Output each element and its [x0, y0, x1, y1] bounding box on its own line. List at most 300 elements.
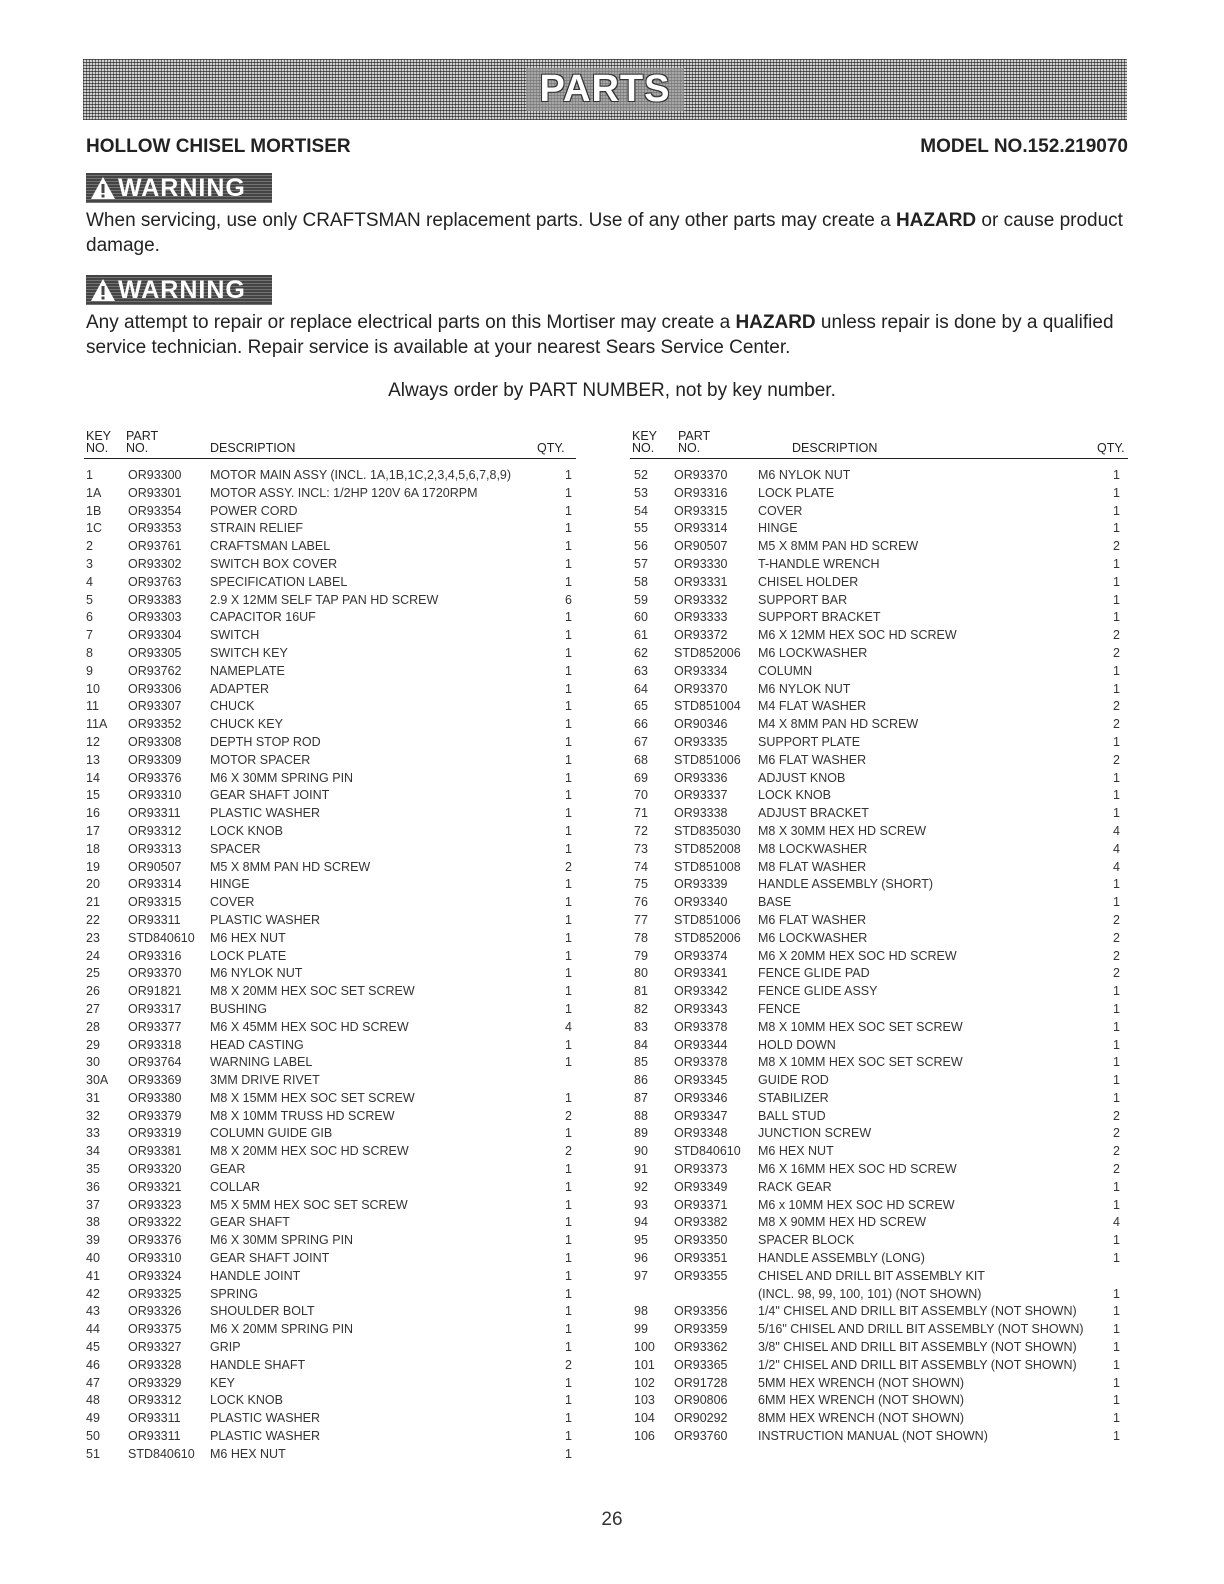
key-number: 9	[86, 663, 93, 678]
part-number: OR93362	[674, 1340, 728, 1355]
table-row	[630, 1055, 1128, 1073]
key-number: 89	[634, 1126, 648, 1141]
part-quantity: 1	[1113, 468, 1120, 482]
table-row	[630, 610, 1128, 628]
part-quantity: 1	[565, 1055, 572, 1070]
part-description: 5MM HEX WRENCH (NOT SHOWN)	[758, 1375, 965, 1390]
part-number: OR93314	[674, 521, 728, 536]
key-number: 53	[634, 485, 648, 500]
part-description: POWER CORD	[210, 503, 298, 518]
part-number: OR93304	[128, 628, 182, 643]
part-number: OR93370	[674, 468, 728, 482]
part-description: COLUMN	[758, 663, 813, 678]
part-quantity: 1	[565, 1322, 572, 1337]
part-quantity: 1	[565, 1037, 572, 1052]
table-row	[630, 1180, 1128, 1198]
part-description: SPACER	[210, 841, 261, 856]
part-number: OR93370	[128, 966, 182, 981]
key-number: 36	[86, 1179, 100, 1194]
part-number: OR93327	[128, 1340, 182, 1355]
table-row	[630, 1393, 1128, 1411]
part-description: GRIP	[210, 1340, 241, 1355]
key-number: 25	[86, 966, 100, 981]
part-quantity: 1	[1113, 1055, 1120, 1070]
part-number: OR93375	[128, 1322, 182, 1337]
part-description: M6 NYLOK NUT	[210, 966, 303, 981]
table-row	[84, 1393, 576, 1411]
key-number: 16	[86, 806, 100, 821]
part-number: OR93316	[128, 948, 182, 963]
part-number: OR93335	[674, 734, 728, 749]
key-number: 24	[86, 948, 100, 963]
part-description: M8 FLAT WASHER	[758, 859, 867, 874]
key-number: 21	[86, 895, 100, 910]
table-row	[84, 860, 576, 878]
part-description: 8MM HEX WRENCH (NOT SHOWN)	[758, 1411, 965, 1426]
table-row	[84, 575, 576, 593]
model-number: MODEL NO.152.219070	[920, 136, 1128, 157]
table-row	[630, 1038, 1128, 1056]
part-quantity: 1	[565, 734, 572, 749]
part-quantity: 2	[1113, 1144, 1120, 1159]
part-quantity: 1	[565, 1233, 572, 1248]
part-number: OR93315	[128, 895, 182, 910]
key-number: 57	[634, 556, 648, 571]
table-row	[630, 486, 1128, 504]
table-row	[630, 1091, 1128, 1109]
key-number: 49	[86, 1411, 100, 1426]
part-description: CHUCK	[210, 699, 255, 714]
part-quantity: 1	[1113, 1429, 1120, 1444]
part-description: SWITCH KEY	[210, 645, 288, 660]
key-number: 90	[634, 1144, 648, 1159]
part-number: OR93764	[128, 1055, 182, 1070]
part-quantity: 1	[565, 1090, 572, 1105]
part-number: OR93352	[128, 717, 182, 732]
part-number: OR93331	[674, 574, 728, 589]
table-row	[630, 895, 1128, 913]
part-quantity: 2	[1113, 912, 1120, 927]
part-description: M6 HEX NUT	[210, 930, 286, 945]
key-number: 66	[634, 717, 648, 732]
table-row	[630, 1020, 1128, 1038]
key-number: 47	[86, 1375, 100, 1390]
part-number: OR93377	[128, 1019, 182, 1034]
table-row	[630, 521, 1128, 539]
part-quantity: 2	[565, 1144, 572, 1159]
key-number: 1A	[86, 485, 102, 500]
part-number: OR93763	[128, 574, 182, 589]
warning-badge-2	[86, 275, 272, 305]
table-row	[630, 1126, 1128, 1144]
page-number: 26	[601, 1509, 623, 1530]
key-number: 82	[634, 1001, 648, 1016]
part-number: OR93312	[128, 1393, 182, 1408]
key-number: 91	[634, 1162, 648, 1177]
part-no-header: NO.	[126, 441, 149, 455]
part-quantity: 1	[1113, 984, 1120, 999]
key-number: 78	[634, 930, 648, 945]
part-quantity: 4	[565, 1019, 572, 1034]
key-number: 28	[86, 1019, 100, 1034]
key-number: 12	[86, 734, 100, 749]
part-number: OR93338	[674, 806, 728, 821]
key-number: 30	[86, 1055, 100, 1070]
table-row	[630, 984, 1128, 1002]
table-row	[84, 1322, 576, 1340]
table-row	[84, 806, 576, 824]
table-row	[84, 593, 576, 611]
part-description: HANDLE SHAFT	[210, 1357, 306, 1372]
table-row	[630, 628, 1128, 646]
part-description: GEAR SHAFT JOINT	[210, 1251, 330, 1266]
part-quantity: 1	[565, 699, 572, 714]
table-row	[630, 1109, 1128, 1127]
part-number: OR93376	[128, 1233, 182, 1248]
table-row	[630, 753, 1128, 771]
key-number: 8	[86, 645, 93, 660]
key-number: 70	[634, 788, 648, 803]
key-header: KEY	[86, 429, 112, 443]
part-description: M4 FLAT WASHER	[758, 699, 867, 714]
part-number: OR93371	[674, 1197, 728, 1212]
part-quantity: 1	[1113, 592, 1120, 607]
key-number: 99	[634, 1322, 648, 1337]
part-description: M6 X 16MM HEX SOC HD SCREW	[758, 1162, 957, 1177]
part-quantity: 1	[565, 1197, 572, 1212]
part-quantity: 2	[1113, 717, 1120, 732]
warning-triangle-icon	[90, 175, 116, 201]
key-number: 55	[634, 521, 648, 536]
part-description: HANDLE ASSEMBLY (SHORT)	[758, 877, 934, 892]
part-quantity: 1	[565, 1375, 572, 1390]
key-number: 81	[634, 984, 648, 999]
parts-list-left	[84, 428, 576, 1465]
key-number: 11A	[86, 717, 108, 732]
hazard-emphasis: HAZARD	[735, 312, 816, 333]
part-description: SUPPORT BRACKET	[758, 610, 881, 625]
part-number: OR91728	[674, 1375, 728, 1390]
table-row	[630, 575, 1128, 593]
part-quantity: 1	[1113, 610, 1120, 625]
part-number: OR93376	[128, 770, 182, 785]
key-number: 6	[86, 610, 93, 625]
part-quantity: 4	[1113, 841, 1120, 856]
part-quantity: 1	[565, 930, 572, 945]
part-description: M8 X 10MM HEX SOC SET SCREW	[758, 1019, 963, 1034]
part-number: OR93300	[128, 468, 182, 482]
part-description: MOTOR ASSY. INCL: 1/2HP 120V 6A 1720RPM	[210, 485, 478, 500]
part-number: OR93336	[674, 770, 728, 785]
key-number: 48	[86, 1393, 100, 1408]
table-row	[630, 913, 1128, 931]
part-description: HEAD CASTING	[210, 1037, 304, 1052]
key-number: 2	[86, 539, 93, 554]
part-description: M8 X 10MM TRUSS HD SCREW	[210, 1108, 395, 1123]
part-quantity: 1	[1113, 663, 1120, 678]
table-row	[630, 593, 1128, 611]
part-description: M8 X 20MM HEX SOC HD SCREW	[210, 1144, 409, 1159]
table-row	[630, 1287, 1128, 1305]
part-number: OR93372	[674, 628, 728, 643]
table-row	[630, 1304, 1128, 1322]
part-description: M8 X 15MM HEX SOC SET SCREW	[210, 1090, 415, 1105]
part-number: OR93383	[128, 592, 182, 607]
part-quantity: 2	[565, 1108, 572, 1123]
part-number: OR93351	[674, 1251, 728, 1266]
table-row	[630, 842, 1128, 860]
part-description: HANDLE ASSEMBLY (LONG)	[758, 1251, 925, 1266]
part-number: OR93313	[128, 841, 182, 856]
description-header: DESCRIPTION	[210, 441, 296, 455]
part-description: STABILIZER	[758, 1090, 829, 1105]
part-description: ADJUST KNOB	[758, 770, 846, 785]
part-quantity: 2	[1113, 752, 1120, 767]
part-description: M4 X 8MM PAN HD SCREW	[758, 717, 919, 732]
part-description: M8 X 90MM HEX HD SCREW	[758, 1215, 927, 1230]
part-number: OR93311	[128, 1429, 181, 1444]
part-description: 1/4" CHISEL AND DRILL BIT ASSEMBLY (NOT SHOWN)	[758, 1304, 1077, 1319]
part-description: SWITCH	[210, 628, 260, 643]
part-number: STD852006	[674, 645, 741, 660]
part-description: COVER	[210, 895, 255, 910]
key-number: 73	[634, 841, 648, 856]
key-number: 4	[86, 574, 93, 589]
part-description: SUPPORT BAR	[758, 592, 848, 607]
table-row	[630, 664, 1128, 682]
part-number: OR93308	[128, 734, 182, 749]
part-description: FENCE	[758, 1001, 801, 1016]
table-row	[84, 1144, 576, 1162]
part-number: OR93322	[128, 1215, 182, 1230]
part-quantity: 1	[565, 1162, 572, 1177]
part-description: M6 x 10MM HEX SOC HD SCREW	[758, 1197, 955, 1212]
part-number: STD852008	[674, 841, 741, 856]
part-description: LOCK PLATE	[210, 948, 287, 963]
part-description: 5/16" CHISEL AND DRILL BIT ASSEMBLY (NOT SHOWN)	[758, 1322, 1084, 1337]
part-number: OR93309	[128, 752, 182, 767]
part-quantity: 1	[1113, 734, 1120, 749]
part-quantity: 1	[565, 681, 572, 696]
key-number: 85	[634, 1055, 648, 1070]
part-description: RACK GEAR	[758, 1179, 832, 1194]
table-row	[630, 1144, 1128, 1162]
table-row	[630, 931, 1128, 949]
part-quantity: 1	[1113, 1375, 1120, 1390]
part-quantity: 1	[565, 895, 572, 910]
key-number: 62	[634, 645, 648, 660]
key-number: 75	[634, 877, 648, 892]
table-row	[84, 1020, 576, 1038]
part-description: M6 X 20MM HEX SOC HD SCREW	[758, 948, 957, 963]
table-row	[84, 1055, 576, 1073]
banner-title: PARTS	[526, 68, 685, 111]
table-row	[84, 717, 576, 735]
part-quantity: 1	[1113, 574, 1120, 589]
part-number: OR93762	[128, 663, 182, 678]
part-quantity: 1	[1113, 1357, 1120, 1372]
part-quantity: 1	[565, 948, 572, 963]
part-number: OR93311	[128, 806, 181, 821]
part-number: OR93334	[674, 663, 728, 678]
table-row	[84, 682, 576, 700]
part-quantity: 1	[565, 1304, 572, 1319]
table-row	[630, 1251, 1128, 1269]
part-number: OR93374	[674, 948, 728, 963]
table-row	[630, 949, 1128, 967]
part-quantity: 2	[1113, 966, 1120, 981]
part-number: OR93342	[674, 984, 728, 999]
table-row	[84, 646, 576, 664]
part-description: FENCE GLIDE ASSY	[758, 984, 878, 999]
part-description: JUNCTION SCREW	[758, 1126, 872, 1141]
key-number: 10	[86, 681, 100, 696]
part-description: KEY	[210, 1375, 236, 1390]
part-number: OR93307	[128, 699, 182, 714]
part-quantity: 1	[565, 841, 572, 856]
table-row	[84, 1091, 576, 1109]
part-number: OR93310	[128, 1251, 182, 1266]
part-number: STD851006	[674, 912, 741, 927]
part-description: HINGE	[210, 877, 250, 892]
table-row	[630, 771, 1128, 789]
part-quantity: 1	[1113, 788, 1120, 803]
part-number: OR90346	[674, 717, 728, 732]
part-quantity: 1	[565, 823, 572, 838]
key-number: 83	[634, 1019, 648, 1034]
part-number: OR93302	[128, 556, 182, 571]
table-row	[630, 966, 1128, 984]
table-row	[84, 1109, 576, 1127]
key-number: 22	[86, 912, 100, 927]
part-quantity: 1	[1113, 1340, 1120, 1355]
key-number: 98	[634, 1304, 648, 1319]
key-number: 5	[86, 592, 93, 607]
part-number: OR93379	[128, 1108, 182, 1123]
part-quantity: 1	[565, 1251, 572, 1266]
description-header: DESCRIPTION	[792, 441, 878, 455]
part-number: OR93359	[674, 1322, 728, 1337]
part-number: STD840610	[128, 1446, 195, 1461]
key-number: 64	[634, 681, 648, 696]
key-number: 26	[86, 984, 100, 999]
part-number: STD835030	[674, 823, 741, 838]
part-description: CHISEL AND DRILL BIT ASSEMBLY KIT	[758, 1268, 985, 1283]
key-number: 1	[86, 468, 93, 482]
key-number: 29	[86, 1037, 100, 1052]
part-number: STD852006	[674, 930, 741, 945]
table-row	[630, 1322, 1128, 1340]
part-number: OR93317	[128, 1001, 182, 1016]
part-quantity: 1	[1113, 1090, 1120, 1105]
part-quantity: 1	[565, 788, 572, 803]
part-description: PLASTIC WASHER	[210, 912, 320, 927]
table-row	[84, 1233, 576, 1251]
key-number: 13	[86, 752, 100, 767]
part-description: M5 X 8MM PAN HD SCREW	[758, 539, 919, 554]
table-row	[84, 949, 576, 967]
part-description: COVER	[758, 503, 803, 518]
part-quantity: 1	[565, 1215, 572, 1230]
part-number: OR93330	[674, 556, 728, 571]
part-quantity: 1	[1113, 556, 1120, 571]
key-number: 1B	[86, 503, 102, 518]
table-row	[630, 735, 1128, 753]
parts-banner	[83, 59, 1127, 120]
part-description: M6 X 12MM HEX SOC HD SCREW	[758, 628, 957, 643]
key-number: 17	[86, 823, 100, 838]
key-number: 65	[634, 699, 648, 714]
part-description: ADJUST BRACKET	[758, 806, 869, 821]
part-number: OR93345	[674, 1073, 728, 1088]
part-number: OR93319	[128, 1126, 182, 1141]
part-number: OR93325	[128, 1286, 182, 1301]
key-number: 67	[634, 734, 648, 749]
table-row	[630, 504, 1128, 522]
part-quantity: 1	[1113, 1411, 1120, 1426]
part-number: OR93318	[128, 1037, 182, 1052]
part-quantity: 2	[1113, 930, 1120, 945]
part-quantity: 1	[565, 1446, 572, 1461]
table-row	[84, 699, 576, 717]
table-row	[84, 664, 576, 682]
table-row	[84, 557, 576, 575]
key-number: 60	[634, 610, 648, 625]
table-row	[84, 1162, 576, 1180]
table-row	[84, 486, 576, 504]
table-row	[84, 1376, 576, 1394]
table-row	[84, 1002, 576, 1020]
key-number: 1C	[86, 521, 102, 536]
table-row	[630, 1358, 1128, 1376]
key-number: 103	[634, 1393, 655, 1408]
part-description: M5 X 8MM PAN HD SCREW	[210, 859, 371, 874]
part-quantity: 1	[565, 912, 572, 927]
part-number: OR93326	[128, 1304, 182, 1319]
part-quantity: 1	[1113, 681, 1120, 696]
part-quantity: 1	[565, 1393, 572, 1408]
key-number: 51	[86, 1446, 100, 1461]
part-quantity: 2	[1113, 1126, 1120, 1141]
part-number: OR93347	[674, 1108, 728, 1123]
part-number: STD851004	[674, 699, 741, 714]
part-number: OR93378	[674, 1019, 728, 1034]
part-description: COLLAR	[210, 1179, 261, 1194]
table-row	[630, 1233, 1128, 1251]
key-number: 93	[634, 1197, 648, 1212]
part-quantity: 4	[1113, 1215, 1120, 1230]
key-number: 33	[86, 1126, 100, 1141]
part-description: ADAPTER	[210, 681, 270, 696]
part-description: M6 HEX NUT	[758, 1144, 834, 1159]
table-row	[630, 824, 1128, 842]
part-description: GEAR SHAFT	[210, 1215, 290, 1230]
key-number: 41	[86, 1268, 100, 1283]
table-row	[630, 1073, 1128, 1091]
part-quantity: 1	[565, 1126, 572, 1141]
key-number: 77	[634, 912, 648, 927]
part-description: CHUCK KEY	[210, 717, 283, 732]
warning-text-2: Any attempt to repair or replace electrical parts on this Mortiser may create a HAZARD unless repair is done by a qualified service technician. Repair service is available at your nearest Sears Service Center.	[86, 312, 1114, 358]
part-quantity: 1	[1113, 1037, 1120, 1052]
part-description: T-HANDLE WRENCH	[758, 556, 880, 571]
part-number: OR93311	[128, 1411, 181, 1426]
part-quantity: 1	[565, 770, 572, 785]
part-description: M8 LOCKWASHER	[758, 841, 868, 856]
table-row	[630, 1215, 1128, 1233]
key-no-header: NO.	[86, 441, 109, 455]
part-number: OR93339	[674, 877, 728, 892]
